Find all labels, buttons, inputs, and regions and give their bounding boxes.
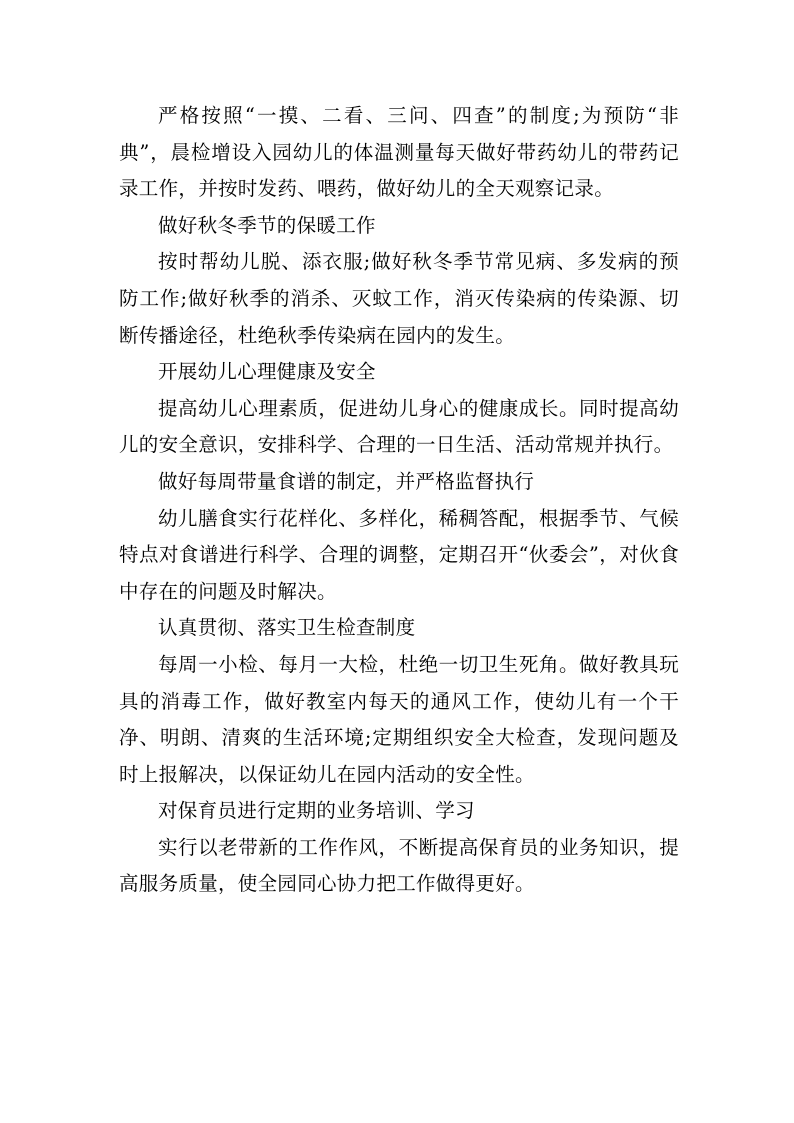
paragraph-hygiene-inspection: 每周一小检、每月一大检，杜绝一切卫生死角。做好教具玩具的消毒工作，做好教室内每天的通风工作，使幼儿有一个干净、明朗、清爽的生活环境;定期组织安全大检查，发现问题及时上报解决，以保证幼儿在园内活动的安全性。 [119, 652, 679, 786]
heading-mental-health-safety: 开展幼儿心理健康及安全 [158, 360, 376, 384]
heading-hygiene-inspection: 认真贯彻、落实卫生检查制度 [158, 616, 416, 640]
paragraph-mental-health-safety: 提高幼儿心理素质，促进幼儿身心的健康成长。同时提高幼儿的安全意识，安排科学、合理的一日生活、活动常规并执行。 [119, 396, 679, 457]
heading-weekly-menu: 做好每周带量食谱的制定，并严格监督执行 [158, 469, 535, 493]
paragraph-morning-check: 严格按照“一摸、二看、三问、四查”的制度;为预防“非典”，晨检增设入园幼儿的体温测量每天做好带药幼儿的带药记录工作，并按时发药、喂药，做好幼儿的全天观察记录。 [119, 104, 679, 201]
heading-staff-training: 对保育员进行定期的业务培训、学习 [158, 799, 475, 823]
paragraph-staff-training: 实行以老带新的工作作风，不断提高保育员的业务知识，提高服务质量，使全园同心协力把工作做得更好。 [119, 835, 679, 896]
heading-autumn-winter-warmth: 做好秋冬季节的保暖工作 [158, 213, 376, 237]
paragraph-weekly-menu: 幼儿膳食实行花样化、多样化，稀稠答配，根据季节、气候特点对食谱进行科学、合理的调整，定期召开“伙委会”，对伙食中存在的问题及时解决。 [119, 506, 679, 603]
paragraph-autumn-winter-warmth: 按时帮幼儿脱、添衣服;做好秋冬季节常见病、多发病的预防工作;做好秋季的消杀、灭蚊工作，消灭传染病的传染源、切断传播途径，杜绝秋季传染病在园内的发生。 [119, 250, 679, 347]
document-body [119, 98, 679, 903]
